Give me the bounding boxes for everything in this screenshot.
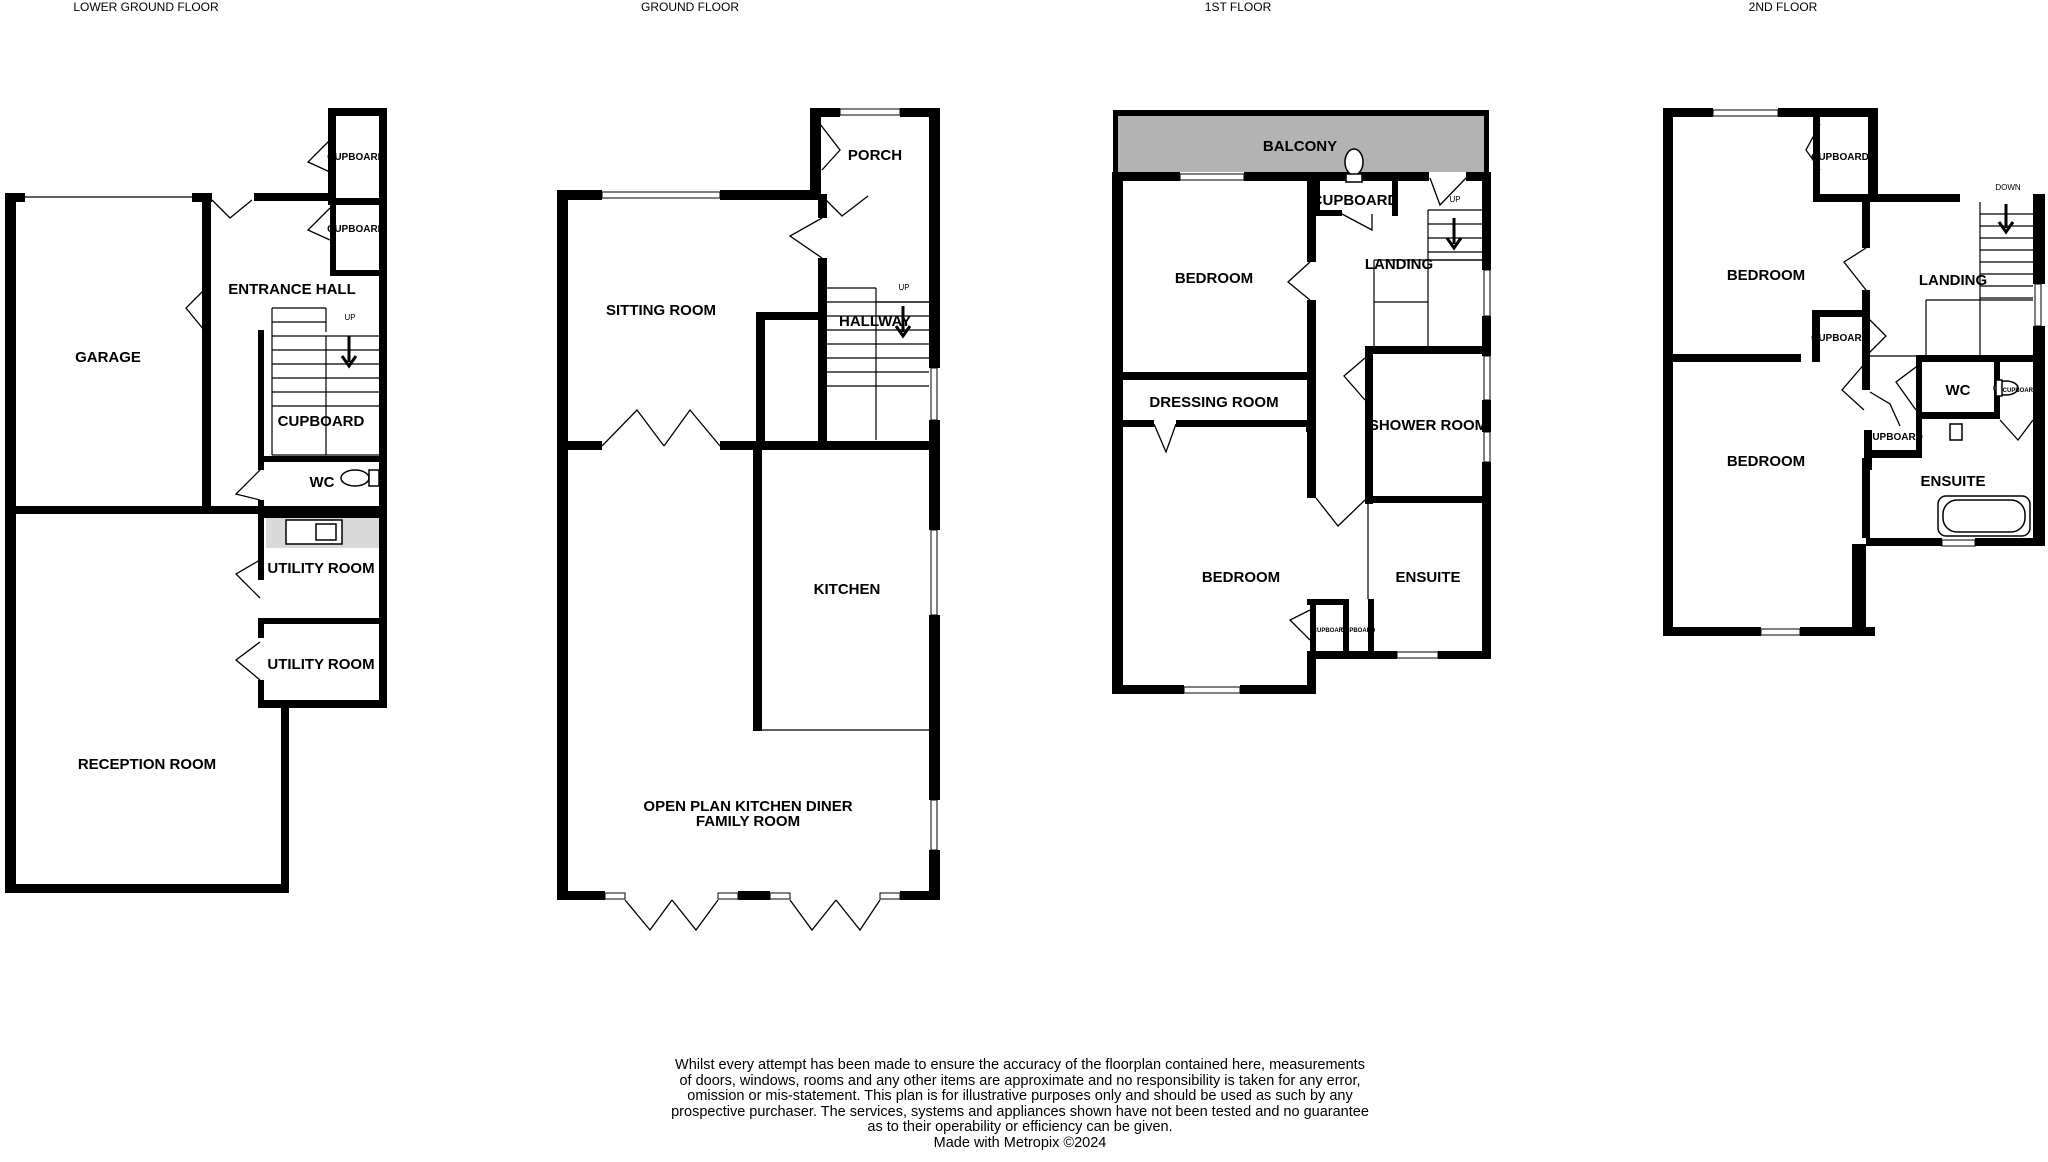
disclaimer-line: of doors, windows, rooms and any other items are approximate and no responsibility is taken for any error, [679,1072,1361,1089]
room-label-ensuite: ENSUITE [1920,473,1986,490]
door-swing [236,560,260,598]
window [1184,687,1240,693]
lower-ground-floor-title: LOWER GROUND FLOOR [73,0,219,14]
room-label-bedroom: BEDROOM [1726,453,1806,470]
wall [1112,172,1123,694]
room-label-bedroom: BEDROOM [1726,267,1806,284]
credit-line: Made with Metropix ©2024 [933,1134,1107,1151]
wall [1112,420,1154,427]
room-label-kitchen: KITCHEN [813,581,881,598]
wall [1365,496,1491,503]
door-swing [236,470,260,500]
room-label-landing: LANDING [1364,256,1434,273]
wall [1866,538,1942,546]
cistern-icon [1346,174,1362,182]
wall [258,618,386,624]
wall [5,193,16,893]
room-label-bedroom: BEDROOM [1201,569,1281,586]
staircase [822,288,929,440]
window [1484,270,1490,316]
window [931,800,937,850]
wall [1864,450,1922,458]
room-label-cupboard: CUPBOARD [1312,628,1348,634]
wall [929,420,940,530]
wall [557,891,605,900]
door-swing [1344,358,1365,400]
room-label-family-room: FAMILY ROOM [695,813,801,830]
wall [810,108,840,117]
wall [1862,290,1870,360]
staircase [272,308,379,455]
door-swing [1154,424,1176,452]
window [880,893,900,899]
room-label-cupboard: CUPBOARD [327,152,385,163]
door-swing [1342,214,1372,230]
wall [1663,627,1761,636]
room-label-wc: WC [309,474,335,491]
door-swing [602,410,664,446]
wall [1812,310,1862,317]
window [718,893,738,899]
room-label-garage: GARAGE [75,349,141,366]
wall [1862,196,1870,248]
room-label-reception-room: RECEPTION ROOM [77,756,217,773]
wall [1484,110,1489,176]
room-label-cupboard: CUPBOARD [1811,333,1869,344]
wall [1307,651,1397,659]
first-floor-plan [1112,0,1491,694]
room-label-balcony: BALCONY [1262,138,1338,155]
lower-ground-floor-plan [5,0,387,893]
stair-arrow-icon [1999,204,2013,232]
room-label-open-plan: OPEN PLAN KITCHEN DINER [643,798,853,815]
wall [1663,108,1673,636]
window [1397,652,1438,658]
door-swing [1290,610,1310,640]
wall [557,190,568,900]
door-swing [625,900,672,930]
wall [330,270,386,276]
wall [1862,356,1870,390]
window [840,109,900,115]
wall [1862,458,1870,538]
wall [5,193,25,202]
wall [1240,685,1316,694]
window [1484,356,1490,400]
ground-floor-title: GROUND FLOOR [640,0,740,14]
wall [929,108,940,368]
wall [328,108,386,116]
wall [2033,194,2045,284]
door-swing [1430,178,1466,205]
room-label-utility-room: UTILITY ROOM [267,560,375,577]
room-label-cupboard: CUPBOARD [1311,192,1399,209]
disclaimer-text [640,1058,1400,1151]
door-swing [672,900,718,930]
wall [1307,655,1316,694]
door-swing [1870,392,1900,426]
wall [1438,651,1491,659]
room-label-utility-room: UTILITY ROOM [267,656,375,673]
door-swing [2000,420,2033,440]
second-floor-title: 2ND FLOOR [1748,0,1818,14]
cistern-icon [369,470,379,486]
door-swing [212,200,252,218]
stairs-up-label: UP [898,283,910,292]
wall [264,456,386,462]
door-swing [822,196,868,216]
room-label-cupboard: CUPBOARD [1865,432,1923,443]
wall [1482,462,1491,657]
first-floor-title: 1ST FLOOR [1204,0,1272,14]
room-label-wc: WC [1945,382,1971,399]
room-label-landing: LANDING [1918,272,1988,289]
wall [756,312,818,320]
sink-bowl [316,524,336,540]
room-label-shower-room: SHOWER ROOM [1368,417,1488,434]
wall [1176,420,1316,427]
wall [1852,544,1866,636]
window [1761,629,1800,635]
disclaimer-line: omission or mis-statement. This plan is for illustrative purposes only and should be used as such by any [687,1088,1353,1104]
wall [1368,346,1491,354]
room-label-cupboard: CUPBOARD [1340,628,1376,634]
wall [1663,354,1801,362]
door-swing [790,900,836,930]
room-label-entrance-hall: ENTRANCE HALL [228,281,356,298]
ground-floor-plan [557,0,940,930]
stairs-up-label: UP [344,313,356,322]
wall [720,190,820,200]
wall [557,190,602,200]
door-swing [820,124,840,170]
wall [258,618,264,638]
stairs-up-label: UP [1449,195,1461,204]
window [1180,174,1244,180]
door-swing [1844,248,1866,290]
wall [929,615,940,800]
wall [1368,599,1374,655]
door-swing [1316,498,1365,526]
window [1484,432,1490,462]
window [605,893,625,899]
wall [1312,210,1342,216]
room-label-porch: PORCH [847,147,903,164]
disclaimer-line: prospective purchaser. The services, systems and appliances shown have not been tested and no guarantee [671,1103,1369,1120]
wall [1112,372,1316,380]
basin-icon [1950,424,1962,440]
stairs-down-label: DOWN [1995,183,2021,192]
wall [254,193,336,201]
door-swing [836,900,880,930]
room-label-ensuite: ENSUITE [1395,569,1461,586]
door-swing [1288,262,1310,300]
wall [1112,685,1184,694]
wall [753,446,762,731]
window [1942,540,1975,546]
wall [1482,172,1491,270]
wall [202,193,211,511]
room-label-cupboard: CUPBOARD [277,413,365,430]
window [602,192,720,198]
window [931,530,937,615]
wall [738,891,770,900]
wall [1112,172,1180,181]
door-swing [664,410,720,446]
room-label-cupboard: CUPBOARD [2002,388,2038,394]
cistern-icon [1996,380,2002,396]
bath-inner [1943,500,2025,532]
wall [1868,108,1878,200]
wall [281,702,289,893]
window [2035,284,2041,326]
room-label-cupboard: CUPBOARD [327,224,385,235]
wall [1307,300,1316,498]
window [770,893,790,899]
room-label-cupboard: CUPBOARD [1811,152,1869,163]
staircase [1374,210,1482,346]
wall [818,194,827,218]
room-label-sitting-room: SITTING ROOM [606,302,716,319]
wall [328,198,384,205]
wall [1778,108,1878,117]
wall [1113,110,1118,176]
toilet-icon [341,470,369,486]
wall [1860,194,1960,202]
disclaimer-line: Whilst every attempt has been made to ensure the accuracy of the floorplan contained here, measurements [675,1057,1365,1073]
disclaimer-line: as to their operability or efficiency can be given. [867,1119,1173,1135]
wall [1244,172,1429,181]
wall [258,330,264,470]
window [1713,110,1778,116]
stair-arrow-icon [1447,218,1461,248]
wall [1975,538,2045,546]
wall [756,312,765,446]
window [931,368,937,420]
wall [261,700,386,708]
toilet-icon [1345,149,1363,175]
wall [818,258,827,443]
second-floor-plan [1663,0,2045,636]
wall [900,891,940,900]
wall [810,108,821,200]
door-swing [236,642,260,680]
wall [1663,108,1713,117]
wall [5,884,289,893]
wall [1916,412,2000,419]
wall [1113,110,1489,116]
wall [330,205,336,270]
wall [1306,424,1314,432]
wall [264,512,386,518]
room-label-dressing-room: DRESSING ROOM [1149,394,1279,411]
door-swing [790,218,822,258]
door-swing [186,290,204,330]
room-label-hallway: HALLWAY [839,313,911,330]
wall [557,441,602,450]
stair-arrow-icon [342,336,356,366]
room-label-bedroom: BEDROOM [1174,270,1254,287]
wall [258,680,264,708]
wall [1310,599,1316,655]
wall [1343,599,1349,655]
